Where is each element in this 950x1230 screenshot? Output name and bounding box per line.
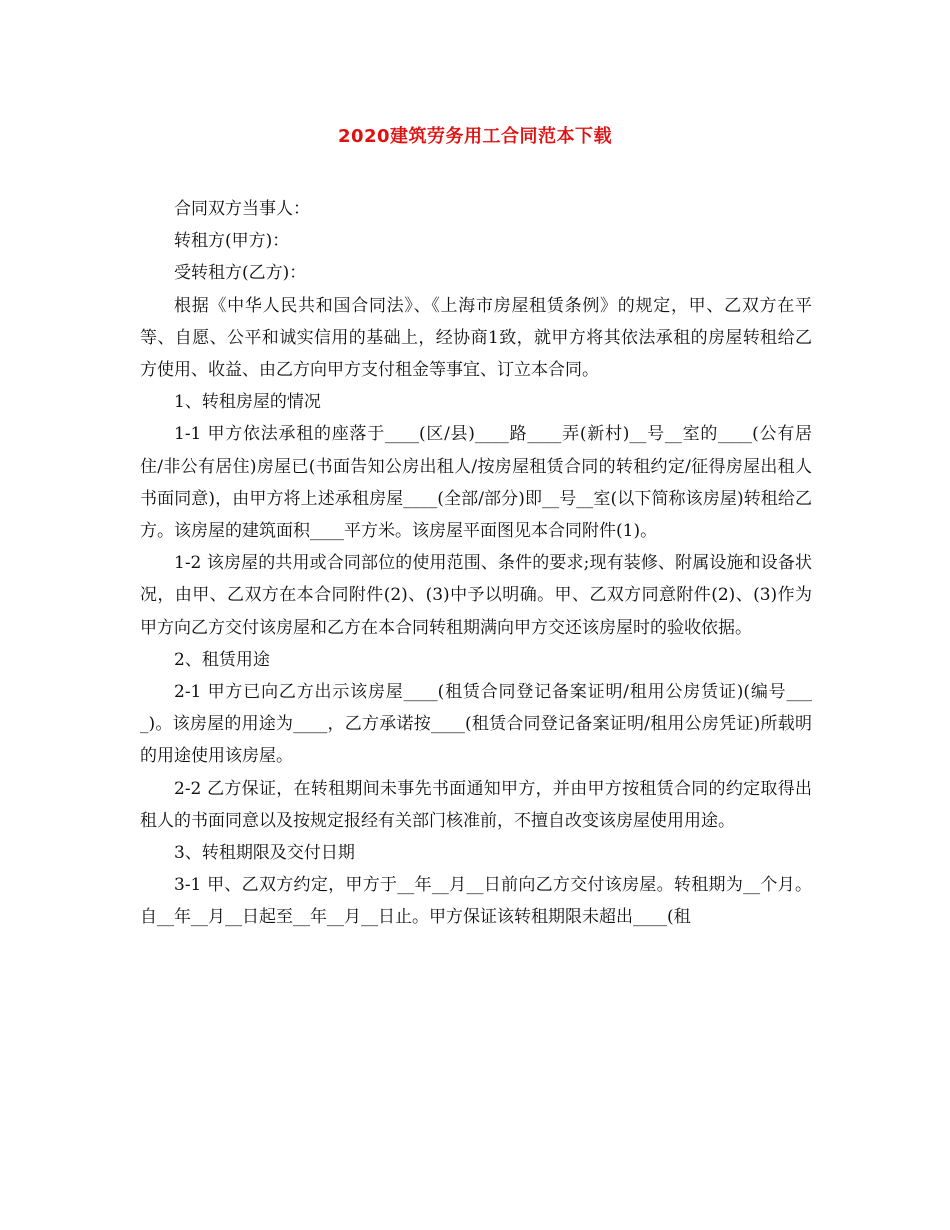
clause-1-2: 1-2 该房屋的共用或合同部位的使用范围、条件的要求;现有装修、附属设施和设备状况，由甲、乙双方在本合同附件(2)、(3)中予以明确。甲、乙双方同意附件(2)、(3)作为甲方向乙方交付该房屋和乙方在本合同转租期满向甲方交还该房屋时的验收依据。: [140, 553, 812, 638]
clause-2-2: 2-2 乙方保证，在转租期间未事先书面通知甲方，并由甲方按租赁合同的约定取得出租人的书面同意以及按规定报经有关部门核准前，不擅自改变该房屋使用用途。: [140, 778, 812, 831]
clause-1-1: 1-1 甲方依法承租的座落于____(区/县)____路____弄(新村)__号__室的____(公有居住/非公有居住)房屋已(书面告知公房出租人/按房屋租赁合同的转租约定/征得房屋出租人书面同意)，由甲方将上述承租房屋____(全部/部分)即__号__室(以下简称该房屋)转租给乙方。该房屋的建筑面积____平方米。该房屋平面图见本合同附件(1)。: [140, 424, 812, 542]
section-3-heading: 3、转租期限及交付日期: [174, 843, 355, 864]
clause-3-1: 3-1 甲、乙双方约定，甲方于__年__月__日前向乙方交付该房屋。转租期为__个月。自__年__月__日起至__年__月__日止。甲方保证该转租期限未超出____(租: [140, 875, 812, 928]
parties-heading: 合同双方当事人：: [174, 199, 310, 219]
party-a-line: 转租方(甲方)：: [174, 231, 290, 252]
document-title: 2020建筑劳务用工合同范本下载: [337, 126, 613, 147]
party-b-line: 受转租方(乙方)：: [174, 263, 307, 284]
preamble-paragraph: 根据《中华人民共和国合同法》、《上海市房屋租赁条例》的规定，甲、乙双方在平等、自愿、公平和诚实信用的基础上，经协商1致，就甲方将其依法承租的房屋转租给乙方使用、收益、由乙方向甲方支付租金等事宜、订立本合同。: [140, 295, 812, 381]
section-1-heading: 1、转租房屋的情况: [174, 392, 321, 413]
clause-2-1: 2-1 甲方已向乙方出示该房屋____(租赁合同登记备案证明/租用公房赁证)(编号____)。该房屋的用途为____，乙方承诺按____(租赁合同登记备案证明/租用公房凭证)所载明的用途使用该房屋。: [140, 682, 812, 767]
document-body: [140, 193, 812, 934]
section-2-heading: 2、租赁用途: [174, 649, 270, 670]
